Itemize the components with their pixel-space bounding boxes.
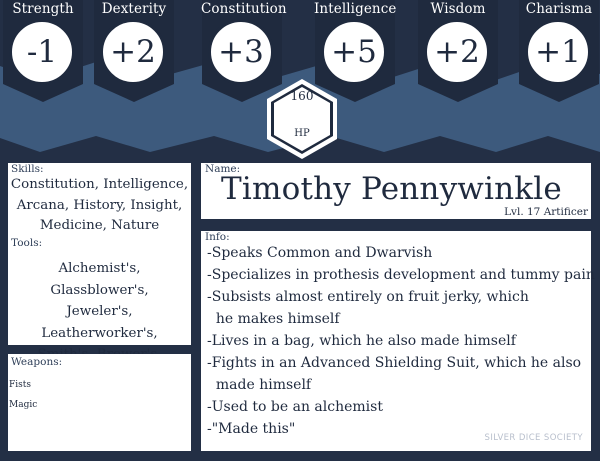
stat-wisdom [417,0,499,96]
stat-charisma [518,0,600,96]
tool-line: Alchemist's, Glassblower's, [50,261,149,298]
stat-value: +5 [321,19,387,85]
info-line: -Speaks Common and Dwarvish [207,245,433,261]
info-line: -Fights in an Advanced Shielding Suit, which he also [207,355,582,371]
skill-line: Medicine, Nature [39,218,160,233]
info-line: he makes himself [207,311,340,327]
weapon-item: Fists [9,380,31,390]
stat-dexterity [93,0,175,96]
info-line: -Used to be an alchemist [207,399,383,415]
stat-intelligence [314,0,396,96]
weapons-label: Weapons: [11,356,63,368]
stat-value: +2 [100,19,166,85]
skill-line: Constitution, Intelligence, [10,177,189,192]
stat-value: +1 [525,19,591,85]
stat-label: Constitution [201,1,287,17]
stat-label: Wisdom [430,1,486,17]
stat-constitution [201,0,287,96]
stat-label: Strength [12,1,74,17]
name-label: Name: [205,163,241,175]
skills-list [8,175,191,237]
tools-label: Tools: [11,237,43,249]
character-name: Timothy Pennywinkle [221,171,562,207]
info-line: -"Made this" [207,421,296,437]
info-panel [201,231,595,451]
weapon-item: Magic [9,400,38,410]
stat-label: Charisma [525,1,593,17]
skills-label: Skills: [11,163,44,175]
stat-label: Intelligence [314,1,397,17]
stat-value: +3 [208,19,274,85]
stat-value: +2 [424,19,490,85]
stat-label: Dexterity [101,1,167,17]
info-line: -Subsists almost entirely on fruit jerky, which [207,289,529,305]
info-line: made himself [207,377,312,393]
stat-value: -1 [9,19,75,85]
hp-value: 160 [290,89,314,103]
info-label: Info: [205,231,230,243]
info-line: -Specializes in prothesis development and tummy pain [207,267,595,283]
skills-panel [8,163,191,345]
stat-strength [2,0,84,96]
skill-line: Arcana, History, Insight, [16,197,183,213]
tool-line: Jeweler's, Leatherworker's, [41,304,158,341]
hp-label: HP [294,128,310,139]
weapons-panel [8,354,191,451]
character-level-class: Lvl. 17 Artificer [504,206,588,218]
watermark: SILVER DICE SOCIETY [484,433,583,443]
info-line: -Lives in a bag, which he also made himself [207,333,516,349]
name-panel [201,163,591,219]
